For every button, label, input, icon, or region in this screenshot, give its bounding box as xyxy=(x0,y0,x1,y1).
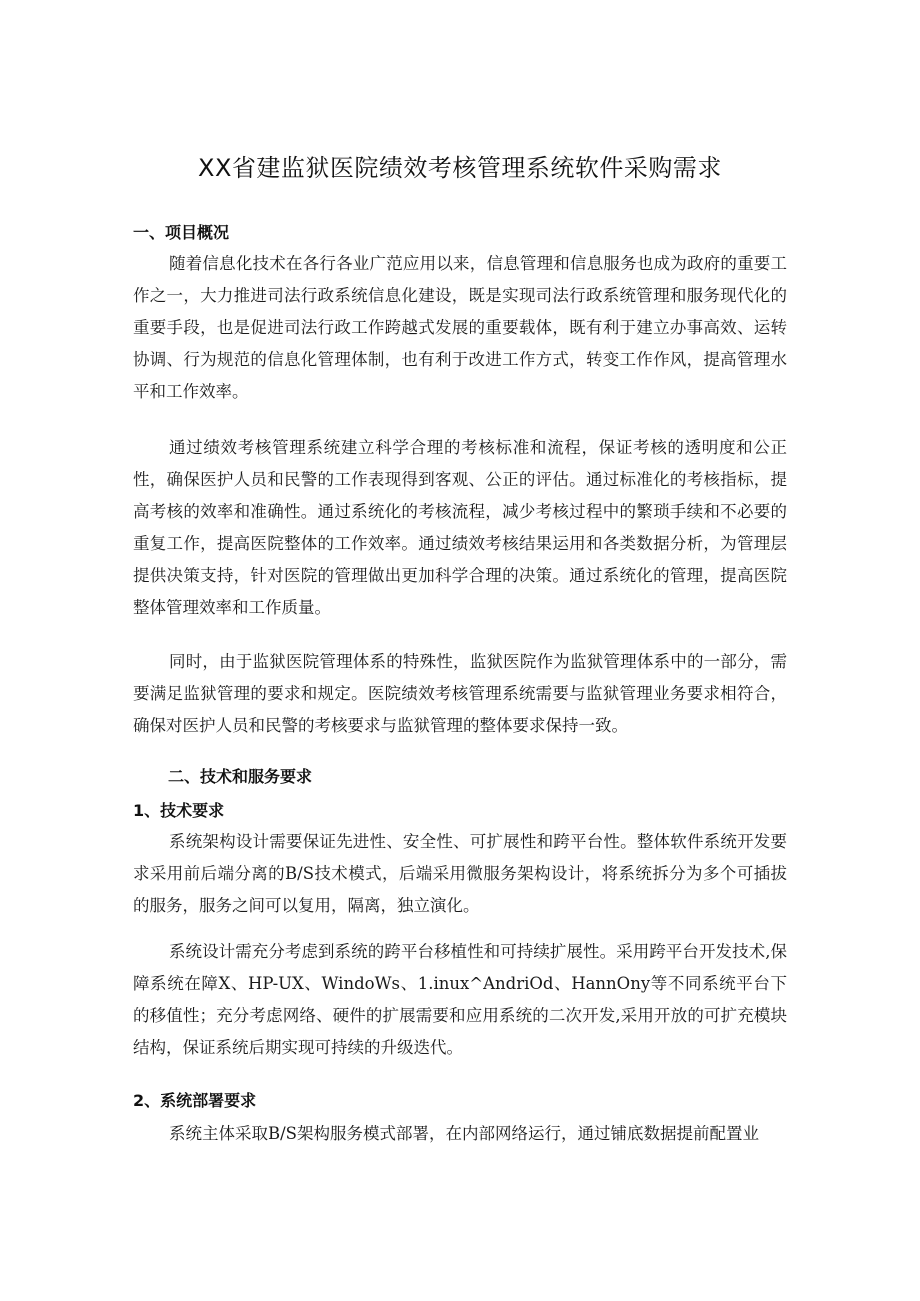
section-heading-overview: 一、项目概况 xyxy=(133,223,230,242)
paragraph-overview-1: 随着信息化技术在各行各业广范应用以来，信息管理和信息服务也成为政府的重要工作之一，大力推进司法行政系统信息化建设，既是实现司法行政系统管理和服务现代化的重要手段，也是促进司法行政工作跨越式发展的重要载体，既有利于建立办事高效、运转协调、行为规范的信息化管理体制，也有利于改进工作方式，转变工作作风，提高管理水平和工作效率。 xyxy=(133,254,787,401)
paragraph-tech-2: 系统设计需充分考虑到系统的跨平台移植性和可持续扩展性。采用跨平台开发技术,保障系统在障X、HP-UX、WindoWs、1.inux^AndriOd、HannOny等不同系统平台下的移值性；充分考虑网络、硬件的扩展需要和应用系统的二次开发,采用开放的可扩充模块结构，保证系统后期实现可持续的升级迭代。 xyxy=(133,942,787,1057)
subsection-heading-tech: 1、技术要求 xyxy=(133,801,225,820)
paragraph-overview-2: 通过绩效考核管理系统建立科学合理的考核标准和流程，保证考核的透明度和公正性，确保医护人员和民警的工作表现得到客观、公正的评估。通过标准化的考核指标，提高考核的效率和准确性。通过系统化的考核流程，减少考核过程中的繁琐手续和不必要的重复工作，提高医院整体的工作效率。通过绩效考核结果运用和各类数据分析，为管理层提供决策支持，针对医院的管理做出更加科学合理的决策。通过系统化的管理，提高医院整体管理效率和工作质量。 xyxy=(133,438,787,617)
paragraph-tech-1: 系统架构设计需要保证先进性、安全性、可扩展性和跨平台性。整体软件系统开发要求采用前后端分离的B/S技术模式，后端采用微服务架构设计，将系统拆分为多个可插拔的服务，服务之间可以复用，隔离，独立演化。 xyxy=(133,832,787,915)
document-title: XX省建监狱医院绩效考核管理系统软件采购需求 xyxy=(198,154,722,182)
paragraph-overview-3: 同时，由于监狱医院管理体系的特殊性，监狱医院作为监狱管理体系中的一部分，需要满足监狱管理的要求和规定。医院绩效考核管理系统需要与监狱管理业务要求相符合，确保对医护人员和民警的考核要求与监狱管理的整体要求保持一致。 xyxy=(133,652,787,735)
paragraph-deploy-1: 系统主体采取B/S架构服务模式部署，在内部网络运行，通过铺底数据提前配置业 xyxy=(169,1124,759,1143)
subsection-heading-deploy: 2、系统部署要求 xyxy=(133,1091,257,1110)
section-heading-tech-service: 二、技术和服务要求 xyxy=(168,767,313,786)
